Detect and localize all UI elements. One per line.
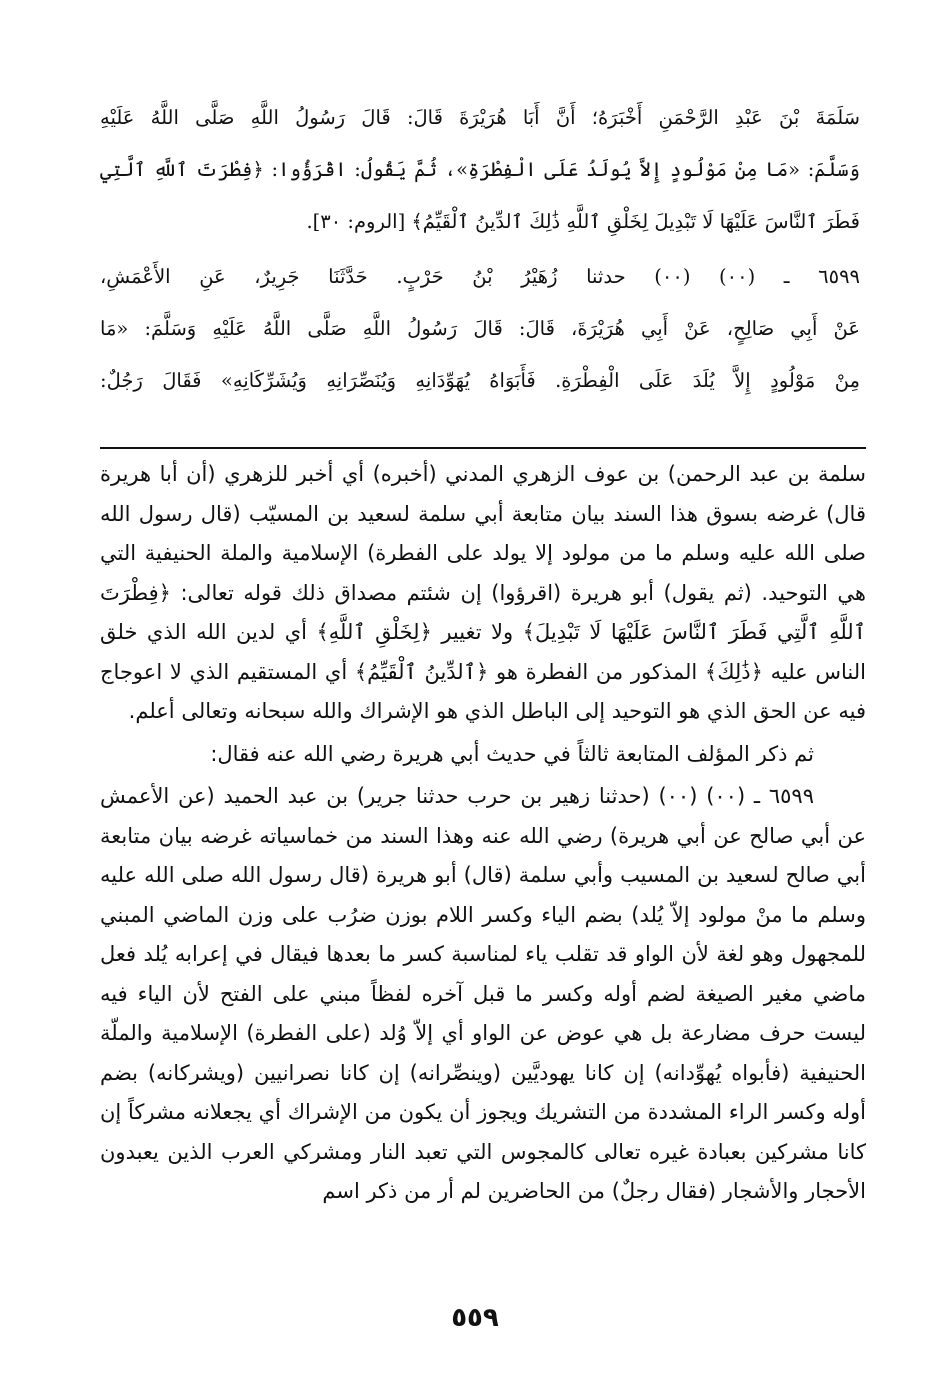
commentary-paragraph: ٦٥٩٩ ـ (٠٠) (٠٠) (حدثنا زهير بن حرب حدثنا جرير) بن عبد الحميد (عن الأعمش عن أبي صالح عن أبي هريرة) رضي الله عنه وهذا السند من خماسياته غرضه بيان متابعة أبي صالح لسعيد بن المسيب وأبي سلمة (قال) أبو هريرة (قال رسول الله صلى الله عليه وسلم ما منْ مولود إلاّ يُلد) بضم الياء وكسر اللام بوزن ضرُب على وزن الماضي المبني للمجهول وهو لغة لأن الواو قد تقلب ياء لمناسبة كسر ما بعدها فيقال في إعرابه يُلد فعل ماضي مغير الصيغة لضم أوله وكسر ما قبل آخره لفظاً مبني على الفتح لأن الياء فيه ليست حرف مضارعة بل هي عوض عن الواو أي إلاّ وُلد (على الفطرة) الإسلامية والملّة الحنيفية (فأبواه يُهوِّدانه) إن كانا يهوديَّين (وينصِّرانه) إن كانا نصرانيين (ويشركانه) بضم أوله وكسر الراء المشددة من التشريك ويجوز أن يكون من الإشراك أي يجعلانه مشركاً إن كانا مشركين بعبادة غيره تعالى كالمجوس التي تعبد النار ومشركي العرب الذين يعبدون الأحجار والأشجار (فقال رجلٌ) من الحاضرين لم أر من ذكر اسم — [100, 784, 866, 1203]
hadith-line: ٦٥٩٩ ـ (٠٠) (٠٠) حدثنا زُهَيْرُ بْنُ حَرْبٍ. حَدَّثَنَا جَرِيرٌ، عَنِ الأَعْمَشِ، — [100, 265, 861, 288]
hadith-text — [100, 92, 860, 407]
hadith-line: عَنْ أَبِي صَالِحٍ، عَنْ أَبِي هُرَيْرَةَ، قَالَ: قَالَ رَسُولُ اللَّهِ صَلَّى اللَّهُ عَلَيْهِ وَسَلَّمَ: «مَا — [100, 317, 860, 340]
hadith-line: سَلَمَةَ بْنَ عَبْدِ الرَّحْمَنِ أَخْبَرَهُ؛ أَنَّ أَبَا هُرَيْرَةَ قَالَ: قَالَ رَسُولُ اللَّهِ صَلَّى اللَّهُ عَلَيْهِ — [100, 106, 860, 129]
commentary — [100, 455, 866, 1212]
hadith-line: فَطَرَ ٱلنَّاسَ عَلَيْهَا لَا تَبْدِيلَ لِخَلْقِ ٱللَّهِ ذَٰلِكَ ٱلدِّينُ ٱلْقَيِّمُ﴾ [الروم: ٣٠]. — [306, 210, 860, 233]
commentary-paragraph: سلمة بن عبد الرحمن) بن عوف الزهري المدني (أخبره) أي أخبر للزهري (أن أبا هريرة قال) غرضه بسوق هذا السند بيان متابعة أبي سلمة لسعيد بن المسيّب (قال رسول الله صلى الله عليه وسلم ما من مولود إلا يولد على الفطرة) الإسلامية والملة الحنيفية التي هي التوحيد. (ثم يقول) أبو هريرة (اقرؤوا) إن شئتم مصداق ذلك قوله تعالى: ﴿فِطْرَتَ ٱللَّهِ ٱلَّتِي فَطَرَ ٱلنَّاسَ عَلَيْهَا لَا تَبْدِيلَ﴾ ولا تغيير ﴿لِخَلْقِ ٱللَّهِ﴾ أي لدين الله الذي خلق الناس عليه ﴿ذَٰلِكَ﴾ المذكور من الفطرة هو ﴿ٱلدِّينُ ٱلْقَيِّمُ﴾ أي المستقيم الذي لا اعوجاج فيه عن الحق الذي هو التوحيد إلى الباطل الذي هو الإشراك والله سبحانه وتعالى أعلم. — [100, 462, 866, 723]
hadith-line: مِنْ مَوْلُودٍ إِلاَّ يُلَدَ عَلَى الْفِطْرَةِ. فَأَبَوَاهُ يُهَوِّدَانِهِ وَيُنَصِّرَانِهِ وَيُشَرِّكَانِهِ» فَقَالَ رَجُلٌ: — [100, 369, 860, 392]
hadith-line: وَسَلَّمَ: «مَا مِنْ مَوْلُودٍ إِلاَّ يُولَدُ عَلَى الْفِطْرَةِ»، ثُمَّ يَقُولُ: اقْرَؤُوا: ﴿فِطْرَتَ ٱللَّهِ ٱلَّتِي — [100, 158, 860, 181]
page-number: ٥٥٩ — [451, 1303, 499, 1333]
commentary-paragraph: ثم ذكر المؤلف المتابعة ثالثاً في حديث أبي هريرة رضي الله عنه فقال: — [210, 741, 814, 766]
footnote-divider — [100, 447, 866, 449]
